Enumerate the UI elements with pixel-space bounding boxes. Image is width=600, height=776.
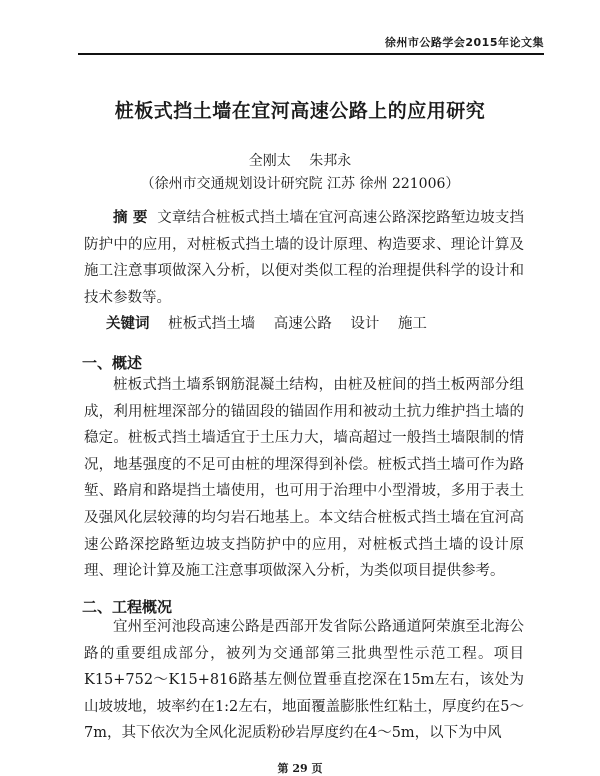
paragraph-text: 宜州至河池段高速公路是西部开发省际公路通道阿荣旗至北海公路的重要组成部分，被列为交通部第三批典型性示范工程。项目K15+752～K15+816路基左侧位置垂直挖深在15m左右，该处为山坡坡地，坡率约在1:2左右，地面覆盖膨胀性红粘土，厚度约在5～7m，其下依次为全风化泥质粉砂岩厚度约在4～5m，以下为中风 — [84, 619, 524, 742]
keywords — [106, 312, 427, 333]
article-title: 桩板式挡土墙在宜河高速公路上的应用研究 — [114, 100, 486, 122]
keyword-item: 桩板式挡土墙 — [168, 316, 256, 332]
section-paragraph-overview — [84, 372, 524, 585]
running-header — [78, 34, 544, 55]
section-paragraph-project — [84, 614, 524, 747]
keyword-item: 施工 — [397, 316, 427, 332]
paragraph-text: 桩板式挡土墙系钢筋混凝土结构，由桩及桩间的挡土板两部分组成，利用桩埋深部分的锚固段的锚固作用和被动土抗力维护挡土墙的稳定。桩板式挡土墙适宜于土压力大，墙高超过一般挡土墙限制的情况，地基强度的不足可由桩的埋深得到补偿。桩板式挡土墙可作为路堑、路肩和路堤挡土墙使用，也可用于治理中小型滑坡，多用于表土及强风化层较薄的均匀岩石地基上。本文结合桩板式挡土墙在宜河高速公路深挖路堑边坡支挡防护中的应用，对桩板式挡土墙的设计原理、理论计算及施工注意事项做深入分析，为类似项目提供参考。 — [84, 377, 524, 580]
abstract — [84, 205, 524, 311]
keyword-item: 设计 — [350, 316, 380, 332]
abstract-label: 摘 要 — [113, 210, 148, 226]
keyword-item: 高速公路 — [273, 316, 332, 332]
abstract-text: 文章结合桩板式挡土墙在宜河高速公路深挖路堑边坡支挡防护中的应用，对桩板式挡土墙的设计原理、构造要求、理论计算及施工注意事项做深入分析，以便对类似工程的治理提供科学的设计和技术参数等。 — [84, 210, 525, 306]
running-title: 徐州市公路学会2015年论文集 — [384, 36, 544, 49]
affiliation: （徐州市交通规划设计研究院 江苏 徐州 221006） — [140, 176, 460, 192]
section-heading-overview: 一、概述 — [82, 354, 143, 372]
authors: 全刚太 朱邦永 — [248, 153, 352, 169]
section-heading-project: 二、工程概况 — [82, 598, 173, 616]
keywords-label: 关键词 — [106, 316, 150, 332]
page-number: 第 29 页 — [277, 762, 323, 775]
